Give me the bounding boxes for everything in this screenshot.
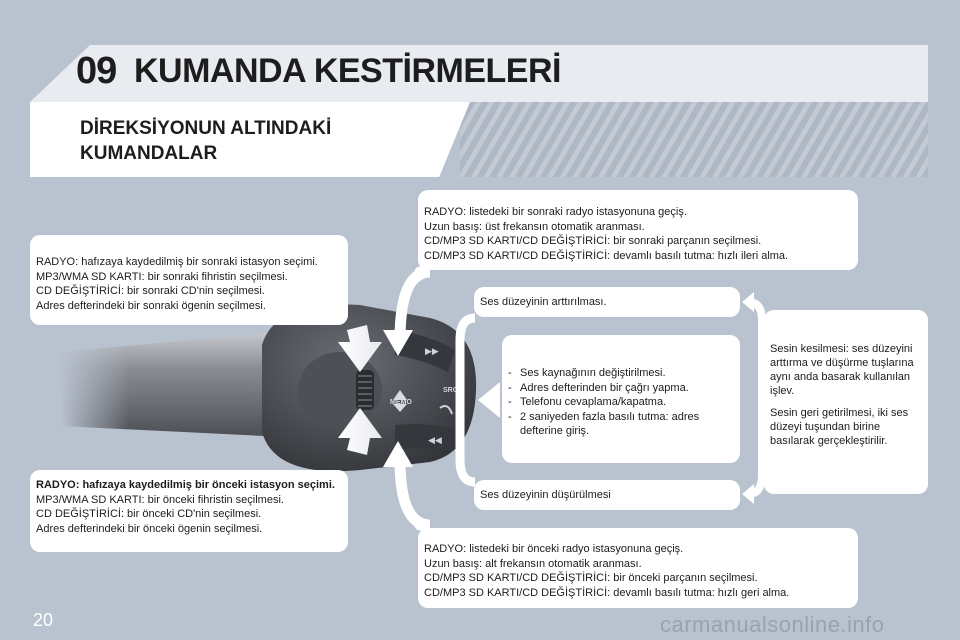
mute-paragraph-2: Sesin geri getirilmesi, iki ses düzeyi tuşundan birine basılarak gerçekleştirilir.: [770, 407, 909, 447]
subtitle-line-2: KUMANDALAR: [80, 143, 218, 164]
panel-line: CD DEĞİŞTİRİCİ: bir önceki CD'nin seçilmesi.: [36, 508, 262, 520]
list-item: - Ses kaynağının değiştirilmesi.: [508, 366, 734, 381]
panel-line: RADYO: listedeki bir önceki radyo istasyonuna geçiş.: [424, 543, 684, 555]
panel-mute: [764, 310, 928, 494]
src-label: SRC: [443, 387, 458, 394]
page-title: KUMANDA KESTİRMELERİ: [134, 52, 561, 90]
source-list: [508, 366, 734, 439]
subtitle-line-1: DİREKSİYONUN ALTINDAKİ: [80, 118, 332, 139]
panel-line: Uzun basış: üst frekansın otomatik aranması.: [424, 220, 645, 233]
mute-arrow-down-icon: [742, 484, 754, 504]
list-item: - Adres defterinden bir çağrı yapma.: [508, 381, 734, 396]
panel-line: Ses düzeyinin düşürülmesi: [480, 489, 611, 501]
rewind-icon: ◀◀: [428, 436, 442, 446]
watermark: carmanualsonline.info: [660, 612, 885, 637]
panel-line: CD/MP3 SD KARTI/CD DEĞİŞTİRİCİ: bir önceki parçanın seçilmesi.: [424, 572, 758, 584]
panel-line: Uzun basış: alt frekansın otomatik aranması.: [424, 557, 642, 570]
panel-bold-line: RADYO: hafızaya kaydedilmiş bir önceki istasyon seçimi.: [36, 479, 335, 491]
panel-source: [502, 335, 740, 463]
previous-button[interactable]: [395, 424, 455, 452]
source-arrow-icon: [478, 382, 500, 418]
mute-bracket: [748, 302, 762, 494]
panel-line: Adres defterindeki bir önceki ögenin seçilmesi.: [36, 522, 263, 535]
panel-volume-down: [474, 480, 740, 510]
panel-line: Adres defterindeki bir sonraki ögenin seçilmesi.: [36, 299, 266, 312]
radio-prev-bracket: [400, 460, 430, 525]
panel-radio-next: [418, 190, 858, 270]
stalk-fade: [60, 320, 260, 450]
mute-paragraph-1: Sesin kesilmesi: ses düzeyini arttırma ve düşürme tuşlarına aynı anda basarak kullanılan işlev.: [770, 343, 914, 397]
page-number: 20: [33, 610, 54, 630]
panel-line: CD/MP3 SD KARTI/CD DEĞİŞTİRİCİ: bir sonraki parçanın seçilmesi.: [424, 235, 762, 247]
chapter-number: 09: [76, 50, 117, 92]
panel-line: CD/MP3 SD KARTI/CD DEĞİŞTİRİCİ: devamlı basılı tutma: hızlı ileri alma.: [424, 249, 789, 262]
memo-label: MEMO: [390, 399, 412, 406]
list-item: - 2 saniyeden fazla basılı tutma: adres defterine giriş.: [508, 410, 720, 439]
panel-radio-prev: [418, 528, 858, 608]
panel-line: CD/MP3 SD KARTI/CD DEĞİŞTİRİCİ: devamlı basılı tutma: hızlı geri alma.: [424, 586, 790, 599]
mute-arrow-up-icon: [742, 292, 754, 312]
panel-line: RADYO: hafızaya kaydedilmiş bir sonraki istasyon seçimi.: [36, 256, 318, 268]
fast-forward-icon: ▶▶: [425, 347, 439, 357]
panel-volume-up: [474, 287, 740, 317]
list-item: - Telefonu cevaplama/kapatma.: [508, 395, 734, 410]
panel-memory-next: [30, 235, 348, 325]
panel-line: MP3/WMA SD KARTI: bir sonraki fihristin seçilmesi.: [36, 270, 288, 283]
panel-memory-prev: [30, 470, 348, 552]
panel-line: Ses düzeyinin arttırılması.: [480, 296, 607, 308]
panel-line: MP3/WMA SD KARTI: bir önceki fihristin seçilmesi.: [36, 493, 284, 506]
panel-line: RADYO: listedeki bir sonraki radyo istasyonuna geçiş.: [424, 206, 687, 218]
panel-line: CD DEĞİŞTİRİCİ: bir sonraki CD'nin seçilmesi.: [36, 285, 265, 297]
